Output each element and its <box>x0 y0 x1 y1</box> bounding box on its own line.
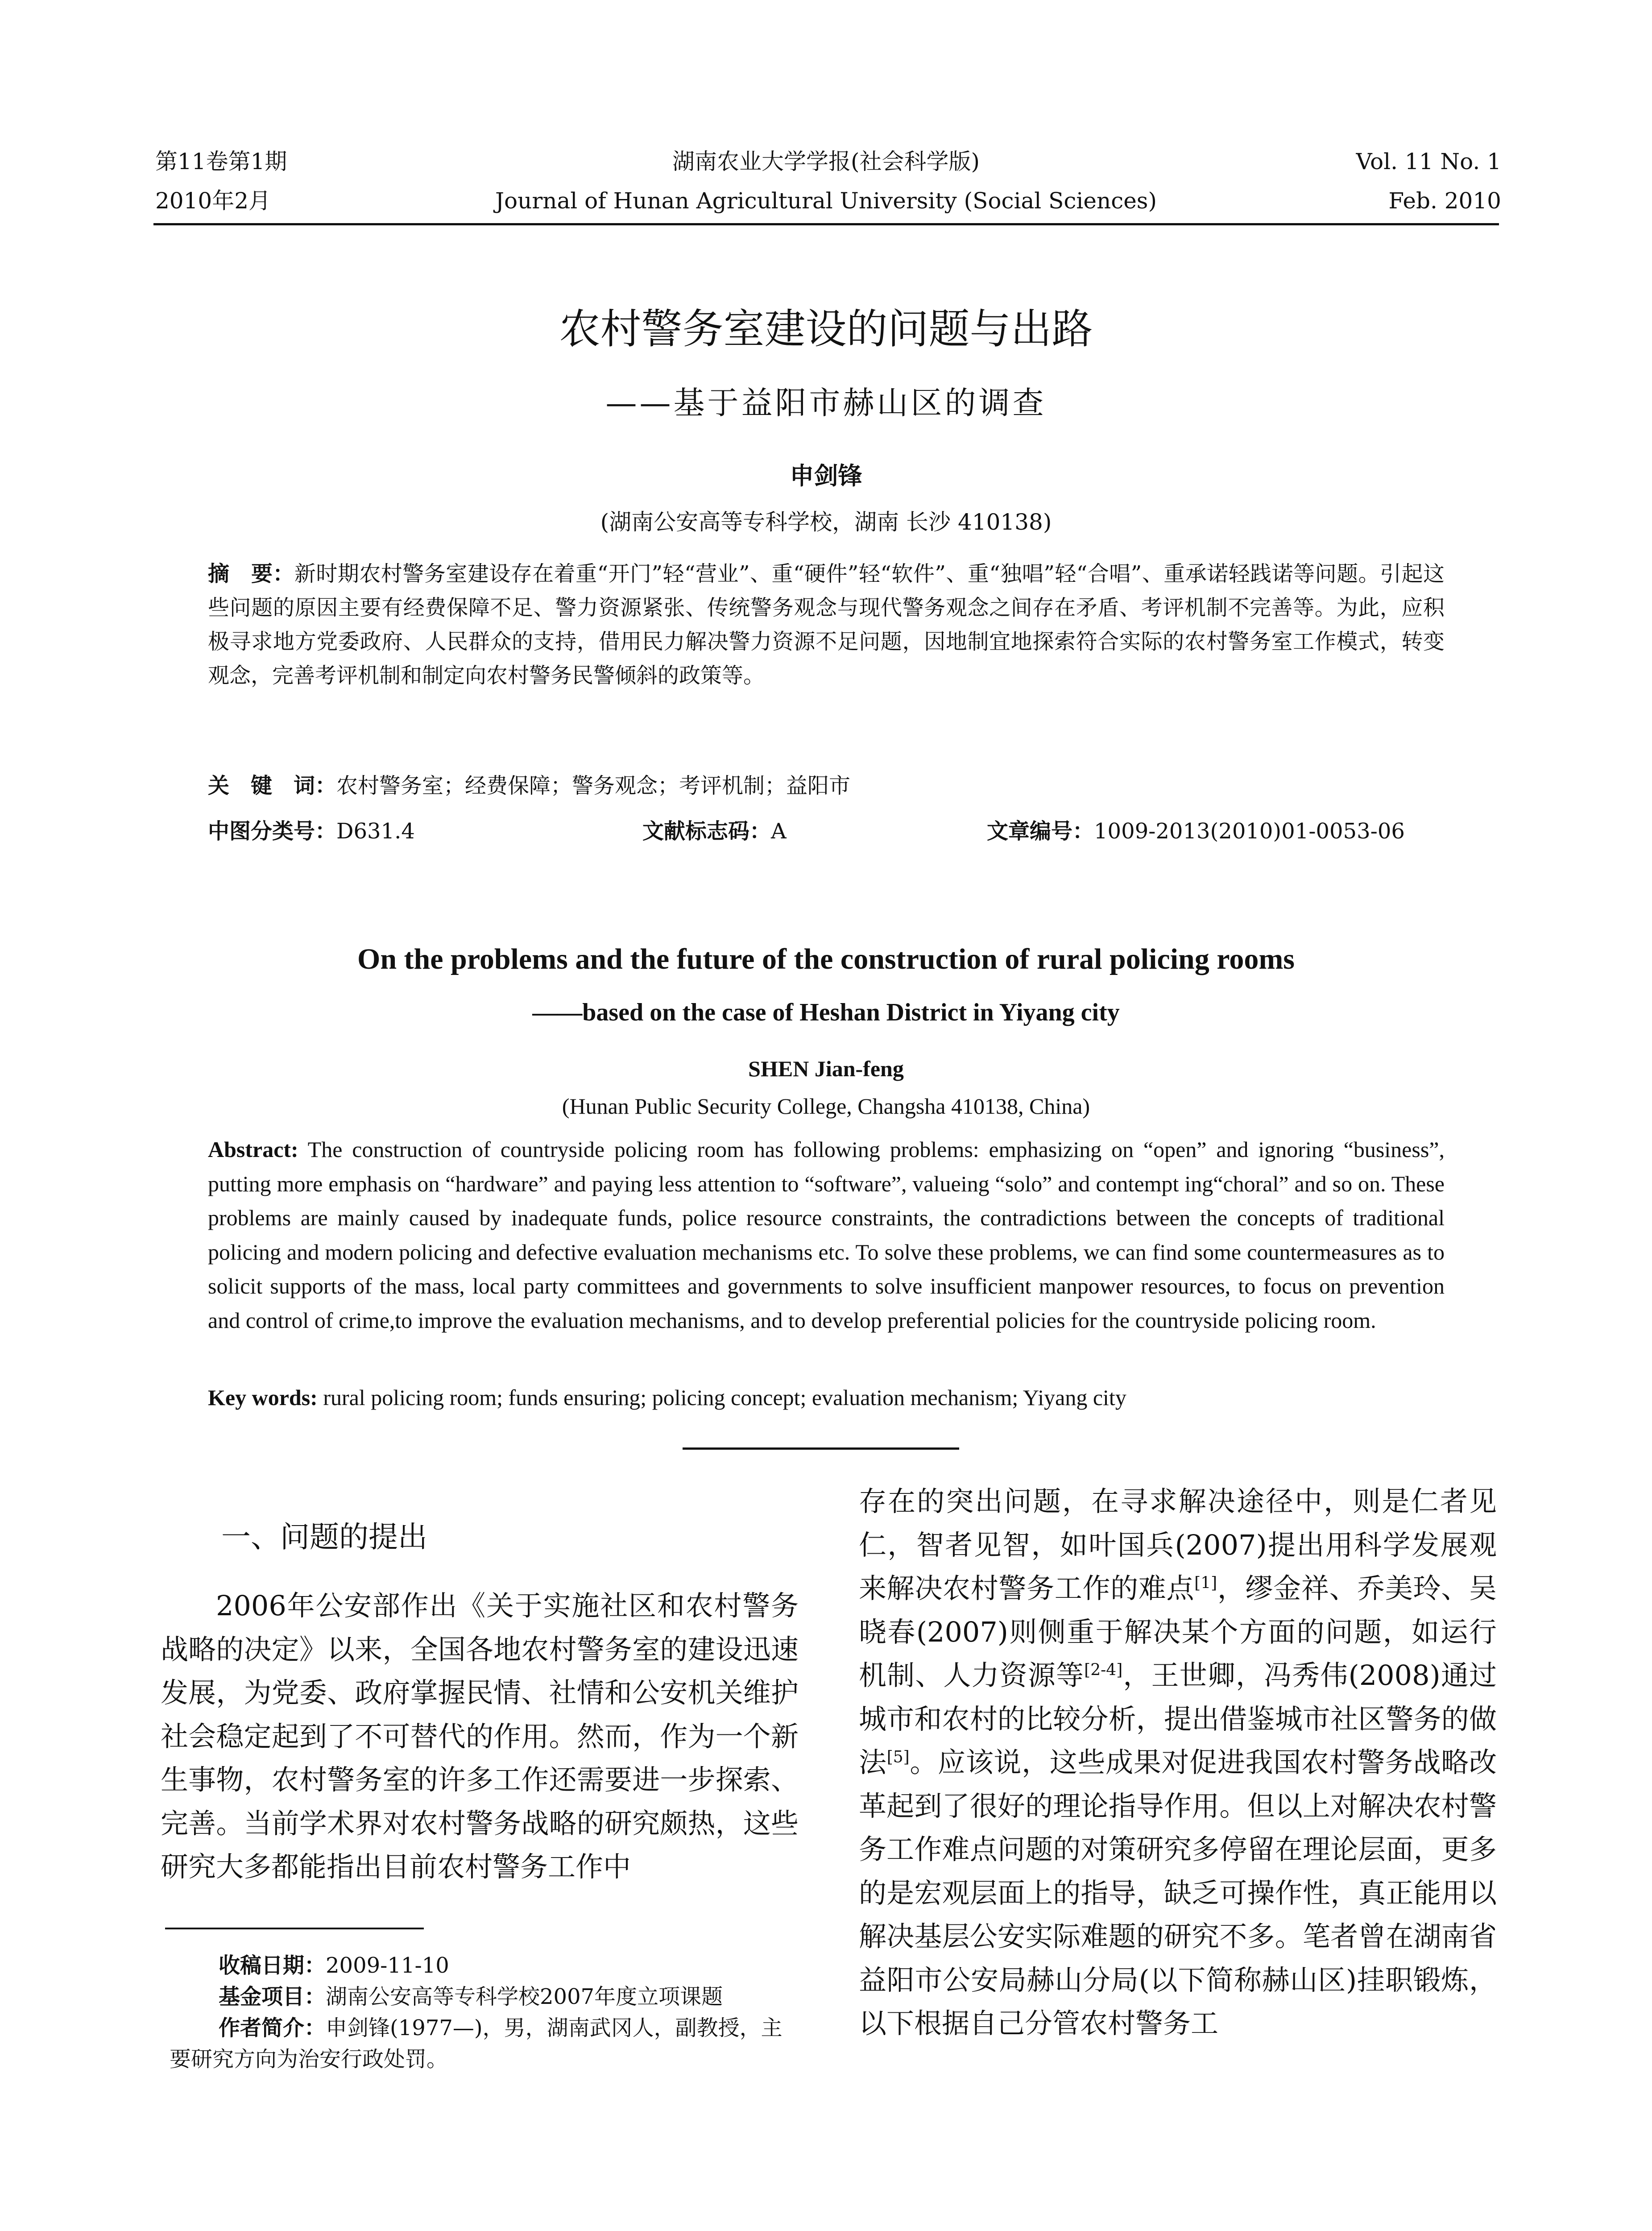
header-rule <box>153 223 1499 225</box>
footnote-rule <box>165 1928 424 1929</box>
article-number-value: 1009-2013(2010)01-0053-06 <box>1094 819 1405 844</box>
publication-date-en: Feb. 2010 <box>1388 188 1501 214</box>
clc-value: D631.4 <box>336 819 415 844</box>
body-left-column <box>161 1584 799 1889</box>
keywords-cn-text: 农村警务室；经费保障；警务观念；考评机制；益阳市 <box>336 773 851 798</box>
author-affiliation: (湖南公安高等专科学校，湖南 长沙 410138) <box>600 509 1052 535</box>
footnote-block <box>170 1950 803 2075</box>
publication-date: 2010年2月 <box>155 188 271 214</box>
volume-issue: 第11卷第1期 <box>155 149 287 174</box>
fund-project <box>170 1981 803 2012</box>
journal-name-en: Journal of Hunan Agricultural University (Social Sciences) <box>495 188 1157 214</box>
abstract-en-text: The construction of countryside policing room has following problems: emphasizing on “open” and ignoring “business”, putting more emphasis on “hardware” and paying less attention to “software”, valueing “solo” and contempt ing“choral” and so on. These problems are mainly caused by inadequate funds, police resource constraints, the contradictions between the concepts of traditional policing and modern policing and defective evaluation mechanisms etc. To solve these problems, we can find some countermeasures as to solicit supports of the mass, local party committees and governments to solve insufficient manpower resources, to focus on prevention and control of crime,to improve the evaluation mechanisms, and to develop preferential policies for the countryside policing room. <box>208 1137 1445 1333</box>
abstract-cn-label: 摘 要： <box>208 561 294 586</box>
english-subtitle: ——based on the case of Heshan District in Yiyang city <box>532 999 1120 1026</box>
english-author: SHEN Jian-feng <box>748 1056 904 1081</box>
section-separator-rule <box>683 1447 959 1450</box>
article-subtitle: ——基于益阳市赫山区的调查 <box>605 385 1047 421</box>
document-code <box>642 817 787 846</box>
english-title: On the problems and the future of the construction of rural policing rooms <box>357 943 1295 975</box>
author-bio-label: 作者简介： <box>219 2015 326 2040</box>
clc-number <box>208 817 415 846</box>
received-label: 收稿日期： <box>219 1953 326 1978</box>
citation-1[interactable]: [1] <box>1194 1574 1217 1592</box>
english-affiliation: (Hunan Public Security College, Changsha 410138, China) <box>562 1094 1090 1119</box>
doc-code-label: 文献标志码： <box>642 819 771 844</box>
fund-value: 湖南公安高等专科学校2007年度立项课题 <box>326 1984 723 2009</box>
author-bio <box>170 2012 803 2075</box>
citation-2-4[interactable]: [2-4] <box>1084 1661 1123 1679</box>
section-heading: 一、问题的提出 <box>221 1520 427 1554</box>
abstract-cn-text: 新时期农村警务室建设存在着重“开门”轻“营业”、重“硬件”轻“软件”、重“独唱”轻“合唱”、重承诺轻践诺等问题。引起这些问题的原因主要有经费保障不足、警力资源紧张、传统警务观念与现代警务观念之间存在矛盾、考评机制不完善等。为此，应积极寻求地方党委政府、人民群众的支持，借用民力解决警力资源不足问题，因地制宜地探索符合实际的农村警务室工作模式，转变观念，完善考评机制和制定向农村警务民警倾斜的政策等。 <box>208 561 1445 688</box>
clc-label: 中图分类号： <box>208 819 337 844</box>
author-name: 申剑锋 <box>790 462 862 490</box>
keywords-cn-label: 关 键 词： <box>208 773 337 798</box>
received-value: 2009-11-10 <box>326 1953 449 1978</box>
abstract-en-label: Abstract: <box>208 1137 298 1162</box>
body-right-text-1: 存在的突出问题，在寻求解决途径中，则是仁者见仁，智者见智，如叶国兵(2007)提出用科学发展观来解决农村警务工作的难点 <box>859 1485 1497 1605</box>
received-date <box>170 1950 803 1981</box>
citation-5[interactable]: [5] <box>886 1748 910 1767</box>
journal-name-cn: 湖南农业大学学报(社会科学版) <box>672 149 980 174</box>
body-paragraph-left: 2006年公安部作出《关于实施社区和农村警务战略的决定》以来，全国各地农村警务室的建设迅速发展，为党委、政府掌握民情、社情和公安机关维护社会稳定起到了不可替代的作用。然而，作为一个新生事物，农村警务室的许多工作还需要进一步探索、完善。当前学术界对农村警务战略的研究颇热，这些研究大多都能指出目前农村警务工作中 <box>161 1589 799 1883</box>
abstract-en <box>208 1132 1445 1337</box>
body-right-text-2: ，缪金祥、乔美玲、吴晓春(2007)则侧重于解决某个方面的问题，如运行机制、人力资源等 <box>859 1572 1497 1692</box>
article-number-label: 文章编号： <box>987 819 1094 844</box>
volume-issue-en: Vol. 11 No. 1 <box>1356 149 1501 174</box>
article-title: 农村警务室建设的问题与出路 <box>559 305 1093 353</box>
doc-code-value: A <box>771 819 787 844</box>
body-right-column <box>859 1480 1497 2045</box>
body-right-text-3: ，王世卿，冯秀伟(2008)通过城市和农村的比较分析，提出借鉴城市社区警务的做法 <box>859 1659 1497 1779</box>
keywords-cn <box>208 771 1445 800</box>
body-right-text-4: 。应该说，这些成果对促进我国农村警务战略改革起到了很好的理论指导作用。但以上对解决农村警务工作难点问题的对策研究多停留在理论层面，更多的是宏观层面上的指导，缺乏可操作性，真正能用以解决基层公安实际难题的研究不多。笔者曾在湖南省益阳市公安局赫山分局(以下简称赫山区)挂职锻炼，以下根据自己分管农村警务工 <box>859 1746 1497 2040</box>
fund-label: 基金项目： <box>219 1984 326 2009</box>
keywords-en <box>208 1381 1445 1415</box>
abstract-cn <box>208 557 1445 693</box>
article-number <box>987 817 1405 846</box>
body-paragraph-right <box>859 1480 1497 2045</box>
keywords-en-label: Key words: <box>208 1385 318 1410</box>
author-bio-value: 申剑锋(1977—)，男，湖南武冈人，副教授，主要研究方向为治安行政处罚。 <box>170 2015 783 2072</box>
keywords-en-text: rural policing room; funds ensuring; policing concept; evaluation mechanism; Yiyang city <box>323 1385 1126 1410</box>
